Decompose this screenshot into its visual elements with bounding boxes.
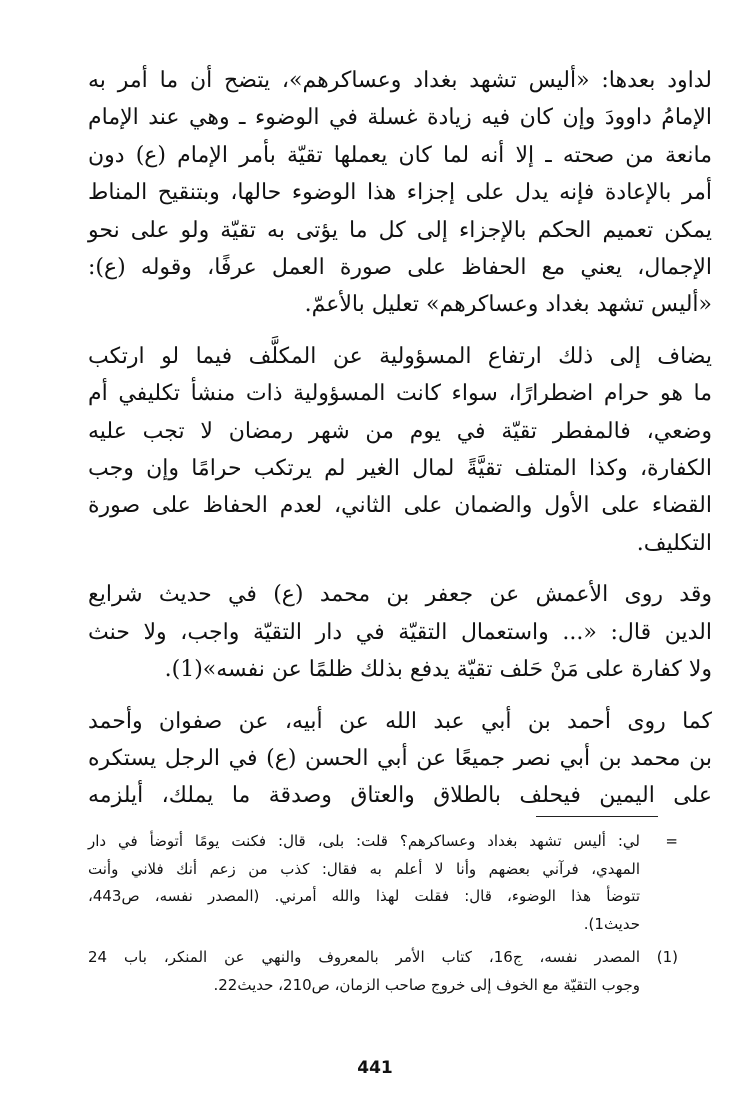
footnote-1	[88, 944, 678, 999]
paragraph-2	[88, 338, 712, 562]
paragraph-4	[88, 703, 712, 815]
text-line: الإجمال، يعني مع الحفاظ على صورة العمل عرفًا، وقوله (ع):	[88, 255, 712, 281]
footnote-line: المهدي، فرآني بعضهم وأنا لا أعلم به فقال: كذب من زعم أنك فلاني وأنت	[88, 859, 640, 878]
text-line: وضعي، فالمفطر تقيّة في يوم من شهر رمضان لا تجب عليه	[88, 418, 712, 444]
footnote-line: حديث1).	[583, 914, 640, 933]
text-line: أمر بالإعادة فإنه يدل على إجزاء هذا الوضوء حالها، وبتنقيح المناط	[88, 180, 712, 206]
text-line: لداود بعدها: «أليس تشهد بغداد وعساكرهم»، يتضح أن ما أمر به	[88, 68, 712, 93]
footnote-body	[88, 944, 640, 999]
text-line: الإمامُ داوودَ وإن كان فيه زيادة غسلة في الوضوء ـ وهي عند الإمام	[88, 105, 712, 131]
text-line: يمكن تعميم الحكم بالإجزاء إلى كل ما يؤتى به تقيّة ولو على نحو	[88, 217, 712, 243]
paragraph-3	[88, 576, 712, 688]
footnote-continuation	[88, 828, 678, 938]
footnote-mark: =	[665, 832, 678, 850]
footnote-separator	[536, 816, 658, 817]
text-line: بن محمد بن أبي نصر جميعًا عن أبي الحسن (ع) في الرجل يستكره	[88, 745, 712, 771]
text-line: على اليمين فيحلف بالطلاق والعتاق وصدقة ما يملك، أيلزمه	[88, 783, 712, 809]
footnote-body	[88, 828, 640, 938]
footnote-line: المصدر نفسه، ج16، كتاب الأمر بالمعروف والنهي عن المنكر، باب 24	[88, 948, 640, 966]
footnote-line: وجوب التقيّة مع الخوف إلى خروج صاحب الزمان، ص210، حديث22.	[213, 975, 640, 994]
text-line: الكفارة، وكذا المتلف تقيَّةً لمال الغير لم يرتكب حرامًا وإن وجب	[88, 456, 712, 482]
text-line: كما روى أحمد بن أبي عبد الله عن أبيه، عن صفوان وأحمد	[88, 708, 712, 734]
text-line: القضاء على الأول والضمان على الثاني، لعدم الحفاظ على صورة	[88, 493, 712, 519]
paragraph-1	[88, 62, 712, 324]
text-line: وقد روى الأعمش عن جعفر بن محمد (ع) في حديث شرايع	[88, 582, 712, 608]
footnote-mark: (1)	[656, 948, 678, 966]
text-line: ما هو حرام اضطرارًا، سواء كانت المسؤولية ذات منشأ تكليفي أم	[88, 381, 712, 407]
footnotes	[88, 828, 678, 1005]
text-line: الدين قال: «... واستعمال التقيّة في دار التقيّة واجب، ولا حنث	[88, 619, 712, 645]
main-text	[88, 62, 712, 829]
text-line: «أليس تشهد بغداد وعساكرهم» تعليل بالأعمّ.	[304, 292, 712, 318]
text-line: مانعة من صحته ـ إلا أنه لما كان يعملها تقيّة بأمر الإمام (ع) دون	[88, 142, 712, 168]
page-number: 441	[357, 1058, 393, 1078]
footnote-line: لي: أليس تشهد بغداد وعساكرهم؟ قلت: بلى، قال: فكنت يومًا أتوضأ في دار	[88, 832, 640, 850]
text-line: ولا كفارة على مَنْ حَلف تقيّة يدفع بذلك ظلمًا عن نفسه»(1).	[164, 657, 712, 683]
text-line: يضاف إلى ذلك ارتفاع المسؤولية عن المكلَّف فيما لو ارتكب	[88, 343, 712, 369]
footnote-line: تتوضأ هذا الوضوء، قال: فقلت لهذا والله أمرني. (المصدر نفسه، ص443،	[88, 887, 640, 905]
text-line: التكليف.	[636, 530, 712, 556]
